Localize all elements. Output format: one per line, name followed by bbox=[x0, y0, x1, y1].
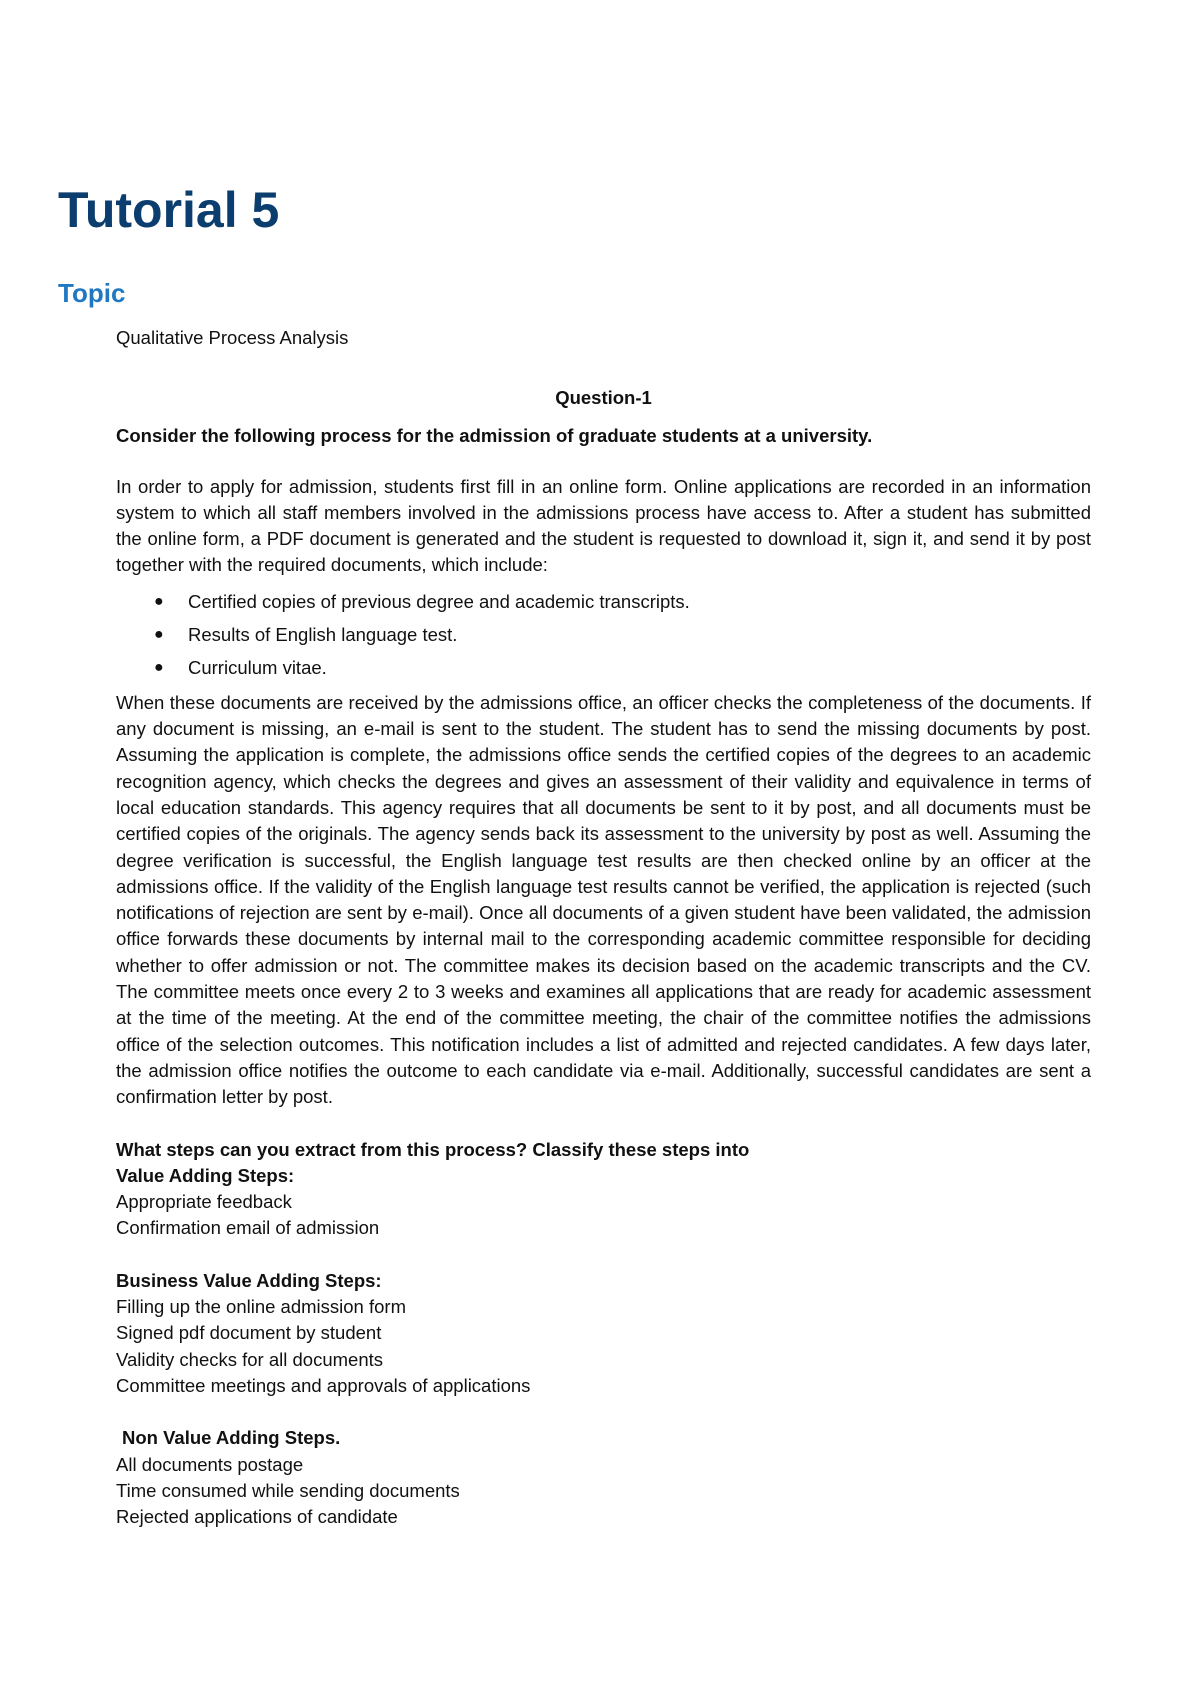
list-item: Validity checks for all documents bbox=[116, 1348, 383, 1370]
process-paragraph-2: When these documents are received by the admissions office, an officer checks the completeness of the documents. If any document is missing, an e-mail is sent to the student. The student has to send the missing documents by post. Assuming the application is complete, the admissions office sends the certified copies of the degrees to an academic recognition agency, which checks the degrees and gives an assessment of their validity and equivalence in terms of local education standards. This agency requires that all documents be sent to it by post, and all documents must be certified copies of the originals. The agency sends back its assessment to the university by post as well. Assuming the degree verification is successful, the English language test results are then checked online by an officer at the admissions office. If the validity of the English language test results cannot be verified, the application is rejected (such notifications of rejection are sent by e-mail). Once all documents of a given student have been validated, the admission office forwards these documents by internal mail to the corresponding academic committee responsible for deciding whether to offer admission or not. The committee makes its decision based on the academic transcripts and the CV. The committee meets once every 2 to 3 weeks and examines all applications that are ready for academic assessment at the time of the meeting. At the end of the committee meeting, the chair of the committee notifies the admissions office of the selection outcomes. This notification includes a list of admitted and rejected candidates. A few days later, the admission office notifies the outcome to each candidate via e-mail. Additionally, successful candidates are sent a confirmation letter by post. bbox=[116, 691, 1091, 1108]
spacer bbox=[116, 1399, 1091, 1425]
business-value-adding-heading: Business Value Adding Steps: bbox=[116, 1269, 382, 1291]
list-item bbox=[116, 651, 1091, 684]
document-title: Tutorial 5 bbox=[58, 182, 280, 238]
list-item: Rejected applications of candidate bbox=[116, 1506, 398, 1528]
list-item: Filling up the online admission form bbox=[116, 1296, 406, 1318]
bullet-icon: ● bbox=[154, 592, 164, 610]
list-item-text: Results of English language test. bbox=[188, 623, 458, 645]
list-item bbox=[116, 585, 1091, 618]
list-item: Time consumed while sending documents bbox=[116, 1479, 460, 1501]
list-item: Confirmation email of admission bbox=[116, 1217, 380, 1239]
bullet-icon: ● bbox=[154, 625, 164, 643]
question-intro: Consider the following process for the admission of graduate students at a university. bbox=[116, 425, 873, 447]
topic-text: Qualitative Process Analysis bbox=[116, 327, 349, 348]
list-item bbox=[116, 618, 1091, 651]
value-adding-list bbox=[116, 1189, 1091, 1242]
business-value-adding-list bbox=[116, 1294, 1091, 1399]
list-item: All documents postage bbox=[116, 1453, 304, 1475]
required-documents-list bbox=[116, 585, 1091, 684]
spacer bbox=[116, 1242, 1091, 1268]
list-item: Committee meetings and approvals of applications bbox=[116, 1374, 531, 1396]
value-adding-heading: Value Adding Steps: bbox=[116, 1164, 295, 1186]
question-title: Question-1 bbox=[555, 387, 652, 408]
topic-heading: Topic bbox=[58, 278, 126, 308]
bullet-icon: ● bbox=[154, 658, 164, 676]
list-item-text: Certified copies of previous degree and academic transcripts. bbox=[188, 590, 690, 612]
non-value-adding-heading: Non Value Adding Steps. bbox=[122, 1427, 341, 1449]
list-item: Signed pdf document by student bbox=[116, 1322, 382, 1344]
non-value-adding-list bbox=[116, 1452, 1091, 1531]
list-item-text: Curriculum vitae. bbox=[188, 656, 327, 678]
question-section bbox=[116, 385, 1091, 1530]
classification-prompt: What steps can you extract from this process? Classify these steps into bbox=[116, 1138, 750, 1160]
process-paragraph-1: In order to apply for admission, students first fill in an online form. Online applications are recorded in an information system to which all staff members involved in the admissions process have access to. After a student has submitted the online form, a PDF document is generated and the student is requested to download it, sign it, and send it by post together with the required documents, which include: bbox=[116, 475, 1091, 576]
list-item: Appropriate feedback bbox=[116, 1191, 292, 1213]
